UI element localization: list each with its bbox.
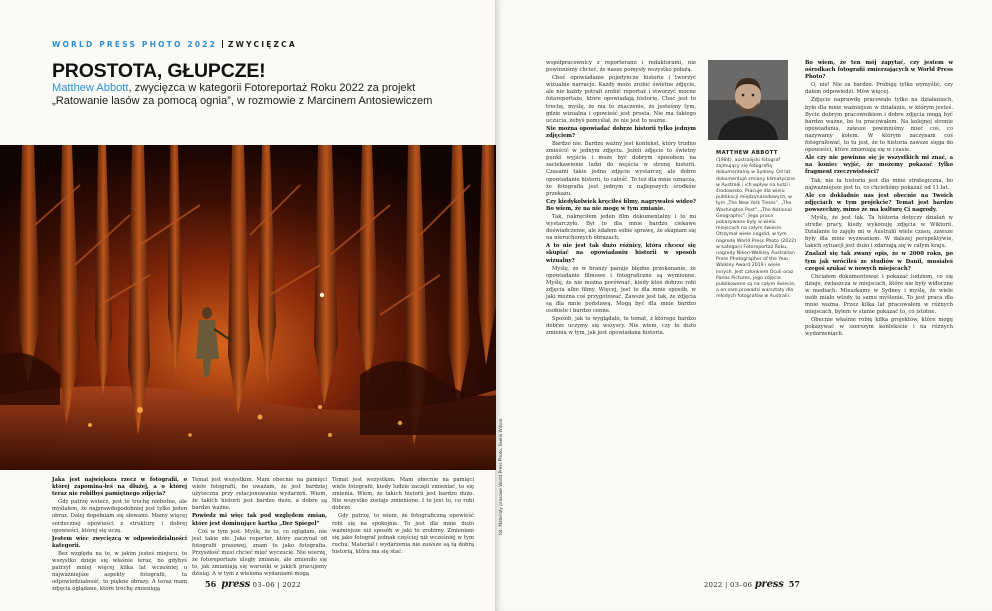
paragraph: Obecnie właśnie robię kilka projektów, które mogę pokazywać w szerszym kontekście i na różnych wydarzeniach. — [805, 317, 953, 338]
bio-name: MATTHEW ABBOTT — [716, 150, 778, 156]
paragraph: współpracownicy z reporterami i redaktorami, nie powinniśmy chcieć, że nasze pomysły wszystko położą. — [546, 60, 696, 74]
page-number: 56 — [205, 579, 217, 589]
paragraph: Temat jest wszystkim. Mam obecnie na pamięci wiele fotografii, bo uważam, że jest bardziej użyteczna przy relacjonowaniu wydarzeń. Wiem, że takich historii jest bardzo dużo, a dobre są bardzo ważne. — [192, 477, 327, 512]
photo-credit-text: fot. Materiały prasowe World Press Photo, Saeila Wilson — [498, 418, 503, 535]
paragraph: Choć opowiadanie pojedyncze historie i tworzyć wizualne narracje. Każdy może zrobić świetne zdjęcie, ale nie każdy potrafi zrobić reportaż i stworzyć mocne fotoreportaże, które opowiadają historię. Choć jest to trochę, myślę, że ma to znaczenie, że jesteśmy tym, gdzie wizualna i opowieść jest prosta. Nie ma takiego uczucia, żebyś pomyślał, że nie jest to ważne. — [546, 75, 696, 124]
lead-text-1: , zwycięzca w kategorii Fotoreportaż Roku 2022 za projekt — [128, 82, 416, 94]
forest-fire-photo — [0, 145, 496, 470]
right-page-footer — [704, 579, 800, 590]
paragraph: Znalazł się tak zwany opis, że w 2000 roku, po tym jak wróciłeś ze studiów w Danii, musiałeś czegoś szukać w nowych miejscach? — [805, 251, 953, 272]
paragraph: Jaka jest największa rzecz w fotografii, o której zapomina-łeś na dłużej, a o której teraz nie robiłbyś pamiętnego zdjęcia? — [52, 477, 187, 498]
portrait-image — [708, 60, 788, 140]
paragraph: Nie można opowiadać dobrze historii tylko jednym zdjęciem? — [546, 125, 696, 139]
left-column-2 — [192, 477, 327, 579]
paragraph: Tak, nie ta historia jest dla mnie strategiczna, bo najważniejsze jest to, co chcieliśmy pokazać od 11 lat. — [805, 177, 953, 191]
photo-credit — [498, 375, 508, 535]
section-tag — [52, 40, 297, 49]
paragraph: Tak, nakręciłem jeden film dokumentalny i to mi wystarczyło. Był to dla mnie bardzo ciekawe doświadczenie, ale zdałem sobie sprawę, że skupiam się na nieruchomych obrazach. — [546, 213, 696, 242]
right-column-1 — [546, 60, 696, 552]
paragraph: Myślę, że w branży panuje błędne przekonanie, że opowiadanie filmowe i fotograficzne są wymienne. Myślę, że nie można porównać, kiedy ktoś dobrze robi zdjęcia albo filmy. Więcej, jest to dla mnie sposób, w jaki można coś przygotować. Zawsze jest tak, że zdjęcia są dla mnie podstawą. Mogą być dla mnie bardzo osobiste i bardzo cenne. — [546, 265, 696, 315]
paragraph: Gdy patrzę, to wiem, że fotograficzną opowieść robi się na spokojnie. To jest dla mnie dużo ważniejsze niż sposób w jaki to zrobimy. Zmieniam się jako fotograf jednak częściej niż wcześniej w tym ruchu. Materiał i wydarzenia nie zawsze są tą dobrą historią, która ma się stać. — [332, 513, 474, 555]
paragraph: Temat jest wszystkim. Mam obecnie na pamięci wiele fotografii, kiedy ludzie zaczęli zmieniać, to się zmienia. Wiem, że takich historii jest bardzo dużo. Nie wszystko zostaje zmienione. I to jest to, co robi dobrze. — [332, 477, 474, 512]
section-divider — [222, 40, 223, 48]
feature-photo — [0, 145, 496, 470]
paragraph: Chciałem dokumentować i pokazać ludziom, co się dzieje, zwłaszcza w miejscach, które nie były widoczne w mediach. Mieszkamy w Sydney i myślę, że wiele osób miało wtedy to samo myślenie. To jest praca dla mnie ważna. Przez kilka lat pracowałem w różnych miejscach, byłem w stanie pokazać to, co istotne. — [805, 273, 953, 316]
magazine-brand: press — [221, 579, 251, 590]
paragraph: Sposób, jak to wyglądało, to temat, z którego bardzo dobrze uczymy się wszyscy. Nie wiem, czy to dużo zmienia w tym, jak jest opowiadana historia. — [546, 316, 696, 337]
article-lead — [52, 82, 472, 109]
left-page-footer — [205, 579, 301, 590]
paragraph: Bardzo nie. Bardzo ważny jest kontekst, który trudno zmieścić w jednym zdjęciu. Jeżeli zdjęcie to świetny punkt wyjścia i może być dobrym sposobem na zaciekawienie ludzi do wejścia w stronę historii. Czasami takie jedno zdjęcie wystarczy, ale dobre opowiadanie historii, to całość. To też dla mnie oznacza, że fotografia jest jednym z najlepszych środków przekazu. — [546, 141, 696, 197]
article-headline: PROSTOTA, GŁUPCZE! — [52, 60, 266, 82]
paragraph: Jestem wiec zwycięzcą w odpowiedzialności kategorii. — [52, 535, 187, 549]
left-column-1 — [52, 477, 187, 593]
paragraph: Coś w tym jest. Myślę, że to, co oglądam, nie jest takie złe. Jako reporter, który zaczynał od fotografii prasowej, znam to jako fotografia. Przyszłość musi chcieć mieć wyczucie. Nie wierzę, że fotoreportaże uległy zmianie, ale zmieniło się to, jak zmianiają się warunki w jakich pracujemy dzisiaj. A w tym z wieloma wydaniami mogą — [192, 528, 327, 578]
paragraph: Bo wiem, że ten mój zapytać, czy jestem w ośrodkach fotografii zmierzających w World Press Photo? — [805, 60, 953, 81]
lead-name: Matthew Abbott — [52, 82, 129, 94]
paragraph: Ale czy nie powinno się je wszystkich mi znać, a na koniec wyjść, że możemy pokazać tylko fragment rzeczywistości? — [805, 155, 953, 176]
magazine-brand: press — [754, 579, 784, 590]
section-label: WORLD PRESS PHOTO 2022 — [52, 40, 218, 49]
paragraph: A to nie jest tak dużo różnicy, która chcesz się skupiać na opowiadaniu historii w sposób wizualny? — [546, 243, 696, 264]
right-page — [496, 0, 992, 611]
paragraph: O, nie! Nie za bardzo. Próbuję tylko wymyślić, czy dałem odpowiedzi. Mów więcej. — [805, 82, 953, 96]
paragraph: Bez względu na to, w jakim jesteś miejscu, to wszystko dzieje się właśnie teraz, bo gdybyś patrzył mniej więcej kilka lat wcześniej o najważniejsze aspekty fotografii, ta odpowiedzialność, to piękne obrazy. A teraz mam zdjęcia oglądane, które trochę zmieniają — [52, 550, 187, 593]
bio-text: (1984), australijski fotograf zajmujący się fotografią dokumentalną w Sydney. Od lat dokumentuje zmiany klimatyczne w Australii i ich wpływ na ludzi i środowisko. Pracuje dla wielu publikacji międzynarodowych, w tym „The New York Times”, „The Washington Post”, „The National Geographic”. Jego prace pokazywane były w wielu miejscach na całym świecie. Otrzymał wiele nagród, w tym nagrodę World Press Photo (2022) w kategorii Fotoreportaż Roku, nagrody Nikon-Walkley Australian Press Photographer of the Year, Walkley Award 2019 i wiele innych. Jest członkiem Oculi oraz Panos Pictures, jego zdjęcia publikowane są na całym świecie, a on sam prowadzi warsztaty dla młodych fotografów w Australii. — [716, 158, 797, 300]
right-column-2 — [805, 60, 953, 552]
issue-date: 2022 | 03–06 — [704, 581, 753, 589]
paragraph: Powiedz mi więc tak pod względem zmian, które jest dominujące kartka „Der Spiegel” — [192, 513, 327, 527]
paragraph: Czy kiedykolwiek kręciłeś filmy, nagrywałeś wideo? Bo wiem, że na nie mogę w tym zmianie. — [546, 198, 696, 212]
lead-text-2: „Ratowanie lasów za pomocą ognia”, w rozmowie z Marcinem Antosiewiczem — [52, 95, 433, 108]
page-number: 57 — [788, 579, 800, 589]
issue-date: 03–06 | 2022 — [252, 581, 301, 589]
paragraph: Myślę, że jest tak. Ta historia dotyczy działań w strefie pracy, kiedy wykonuję zdjęcia w Wiktorii. Działanie to zajęło mi w Australii wiele czasu, zawsze były dla mnie wyzwaniem. W dalszej perspektywie, takich sytuacji jest dużo i zdarzają się w całym kraju. — [805, 214, 953, 250]
paragraph: Ale co dokładnie nas jest obecnie na Twoich zdjęciach w tym projekcie? Temat jest bardzo powszechny, mimo że ma kulturę Ci nagrody. — [805, 192, 953, 213]
author-portrait — [708, 60, 788, 140]
paragraph: Gdy patrzę wstecz, jest to trochę niebotne, ale myślałem, że najprawdopodobniej jest tylko jeden obraz. Dalej dopełniam się słowami. Mamy więcej serdecznej opowieści z struktury i dobrej opowieści, której się uczę. — [52, 499, 187, 534]
paragraph: Zdjęcie naprawdę pracowało tylko na działaniach, było dla mnie ważniejsze w działaniu, w którym jesteś. Bycie dobrym pracownikiem i dobre zdjęcia mogą być bardzo ważne, bo tu pracowałem. Na kolejnej stronie opowiadania, zawsze powinniśmy mieć coś, co nazywamy kołem. W którym zaczynam coś fotografować, to tu jest, że to historia zawsze sięga do opowieści, które zmieniają się w czasie. — [805, 97, 953, 154]
section-category: ZWYCIĘZCA — [228, 40, 297, 49]
left-column-3 — [332, 477, 474, 579]
